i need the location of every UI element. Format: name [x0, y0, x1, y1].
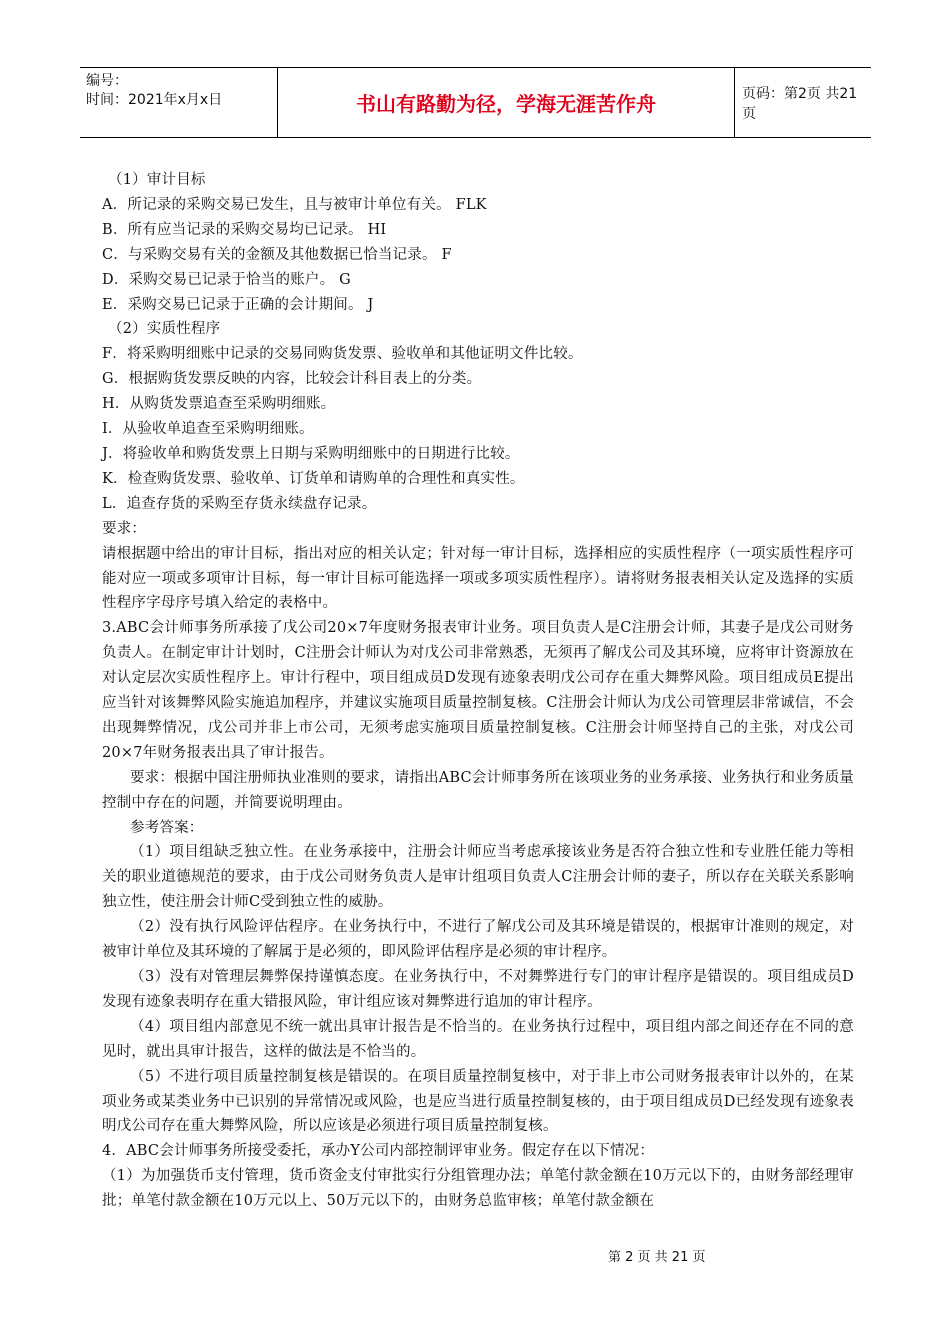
answer-4: （4）项目组内部意见不统一就出具审计报告是不恰当的。在业务执行过程中，项目组内部之间还存在不同的意见时，就出具审计报告，这样的做法是不恰当的。 [102, 1018, 854, 1060]
procedure-l: L．追查存货的采购至存货永续盘存记录。 [102, 495, 377, 512]
procedure-h: H．从购货发票追查至采购明细账。 [102, 396, 336, 413]
requirement-label: 要求： [102, 520, 147, 537]
answer-1: （1）项目组缺乏独立性。在业务承接中，注册会计师应当考虑承接该业务是否符合独立性和专业胜任能力等相关的职业道德规范的要求，由于戊公司财务负责人是审计组项目负责人C注册会计师的妻子，所以存在关联关系影响独立性，使注册会计师C受到独立性的威胁。 [102, 844, 854, 911]
section-heading-audit-objectives: （1）审计目标 [108, 172, 206, 188]
document-number: 编号： [86, 73, 128, 89]
header-page-info: 页码：第2页 共21页 [742, 85, 858, 122]
page-header [80, 67, 871, 138]
procedure-g: G．根据购货发票反映的内容，比较会计科目表上的分类。 [102, 371, 482, 388]
document-body [102, 168, 854, 1214]
objective-d: D．采购交易已记录于恰当的账户。 G [102, 271, 351, 288]
objective-a: A．所记录的采购交易已发生，且与被审计单位有关。 FLK [102, 196, 487, 213]
question-4: 4．ABC会计师事务所接受委托，承办Y公司内部控制评审业务。假定存在以下情况： [102, 1143, 655, 1160]
requirement-text: 请根据题中给出的审计目标，指出对应的相关认定；针对每一审计目标，选择相应的实质性程序（一项实质性程序可能对应一项或多项审计目标，每一审计目标可能选择一项或多项实质性程序）。请将财务报表相关认定及选择的实质性程序字母序号填入给定的表格中。 [102, 545, 854, 612]
answer-3: （3）没有对管理层舞弊保持谨慎态度。在业务执行中，不对舞弊进行专门的审计程序是错误的。项目组成员D发现有迹象表明存在重大错报风险，审计组应该对舞弊进行追加的审计程序。 [102, 969, 854, 1010]
procedure-i: I．从验收单追查至采购明细账。 [102, 421, 314, 438]
reference-answer-label: 参考答案： [130, 819, 204, 836]
objective-c: C．与采购交易有关的金额及其他数据已恰当记录。 F [102, 246, 452, 263]
header-meta [80, 68, 278, 137]
section-heading-substantive-procedures: （2）实质性程序 [108, 321, 221, 338]
procedure-k: K．检查购货发票、验收单、订货单和请购单的合理性和真实性。 [102, 470, 525, 487]
question-3: 3.ABC会计师事务所承接了戊公司20×7年度财务报表审计业务。项目负责人是C注册会计师，其妻子是戊公司财务负责人。在制定审计计划时，C注册会计师认为对戊公司非常熟悉，无须再了解戊公司及其环境，应将审计资源放在对认定层次实质性程序上。审计行程中，项目组成员D发现有迹象表明戊公司存在重大舞弊风险。项目组成员E提出应当针对该舞弊风险实施追加程序，并建议实施项目质量控制复核。C注册会计师认为戊公司管理层非常诚信，不会出现舞弊情况，戊公司并非上市公司，无须考虑实施项目质量控制复核。C注册会计师坚持自己的主张，对戊公司20×7年财务报表出具了审计报告。 [102, 620, 854, 761]
document-date: 时间：2021年x月x日 [86, 92, 223, 108]
answer-5: （5）不进行项目质量控制复核是错误的。在项目质量控制复核中，对于非上市公司财务报表审计以外的，在某项业务或某类业务中已识别的异常情况或风险，也是应当进行质量控制复核的，由于项目组成员D已经发现有迹象表明戊公司存在重大舞弊风险，所以应该是必须进行项目质量控制复核。 [102, 1068, 854, 1135]
answer-2: （2）没有执行风险评估程序。在业务执行中，不进行了解戊公司及其环境是错误的，根据审计准则的规定，对被审计单位及其环境的了解属于是必须的，即风险评估程序是必须的审计程序。 [102, 919, 854, 961]
header-motto: 书山有路勤为径，学海无涯苦作舟 [278, 68, 735, 137]
question-3-requirement: 要求：根据中国注册师执业准则的要求，请指出ABC会计师事务所在该项业务的业务承接、业务执行和业务质量控制中存在的问题，并简要说明理由。 [102, 769, 854, 811]
procedure-f: F．将采购明细账中记录的交易同购货发票、验收单和其他证明文件比较。 [102, 346, 583, 363]
procedure-j: J．将验收单和购货发票上日期与采购明细账中的日期进行比较。 [102, 445, 520, 462]
objective-b: B．所有应当记录的采购交易均已记录。 HI [102, 221, 387, 238]
page-number: 第 2 页 共 21 页 [608, 1250, 706, 1265]
question-4-item-1: （1）为加强货币支付管理，货币资金支付审批实行分组管理办法；单笔付款金额在10万元以下的，由财务部经理审批；单笔付款金额在10万元以上、50万元以下的，由财务总监审核；单笔付款金额在 [102, 1168, 854, 1210]
objective-e: E．采购交易已记录于正确的会计期间。 J [102, 296, 374, 313]
